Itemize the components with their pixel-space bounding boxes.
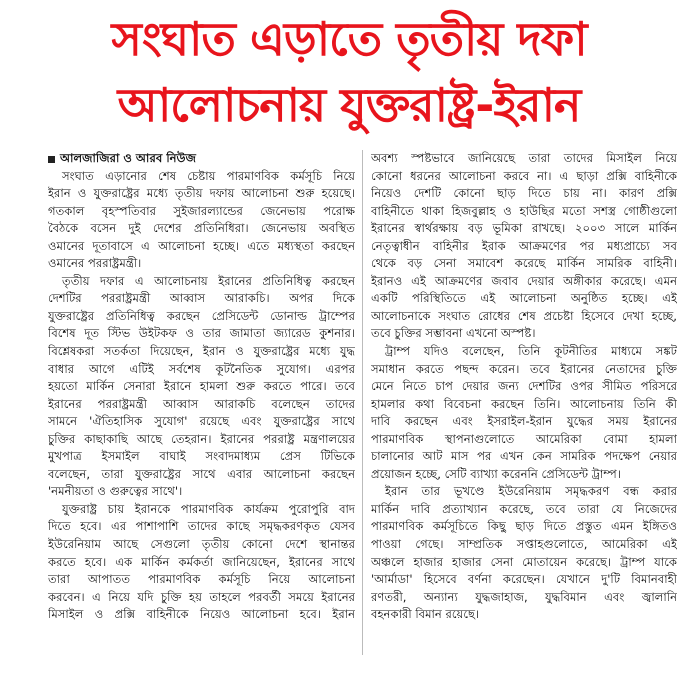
article-line: মেনে নিতে চাপ দেয়ার জন্য দেশটির ওপর সীমিত পরিসরে bbox=[371, 379, 677, 394]
article-line: হামলার কথা বিবেচনা করছেন তিনি। আলোচনায় তিনি কী bbox=[371, 396, 677, 411]
article-line: যুক্তরাষ্ট্রের প্রতিনিধিত্ব করছেন প্রেসিডেন্ট ডোনাল্ড ট্রাম্পের bbox=[48, 308, 355, 323]
article-line: 'নমনীয়তা ও গুরুত্বের সাথে'। bbox=[48, 484, 183, 499]
article-line: তারা আপাতত পারমাণবিক কর্মসূচি নিয়ে আলোচনা bbox=[48, 572, 355, 587]
article-column-right bbox=[371, 150, 677, 624]
article-line: বিশ্লেষকরা সতর্কতা দিয়েছেন, ইরান ও যুক্তরাষ্ট্রের মধ্যে যুদ্ধ bbox=[48, 344, 355, 359]
article-line: মার্কিন দাবি প্রত্যাখ্যান করেছে, তবে তারা যে নিজেদের bbox=[371, 501, 677, 516]
article-line: করতে হবে। এক মার্কিন কর্মকর্তা জানিয়েছেন, ইরানের সাথে bbox=[48, 554, 355, 569]
article-line: চালানোর আট মাস পর এখন কেন সামরিক পদক্ষেপ নেয়ার bbox=[371, 449, 677, 464]
headline-line-2: আলোচনায় যুক্তরাষ্ট্র-ইরান bbox=[117, 78, 581, 132]
article-line: নিয়েও দেশটি কোনো ছাড় দিতে চায় না। কারণ প্রক্সি bbox=[371, 186, 677, 201]
article-line: ইরানও এই আক্রমণের জবাব দেয়ার অঙ্গীকার করেছে। এমন bbox=[371, 273, 677, 288]
article-line: অবশ্য স্পষ্টভাবে জানিয়েছে তারা তাদের মিসাইল নিয়ে bbox=[371, 151, 677, 165]
article-line: ইরান তার ভূখণ্ডে ইউরেনিয়াম সমৃদ্ধকরণ বন্ধ করার bbox=[385, 484, 677, 499]
article-line: অঞ্চলে হাজার হাজার সেনা মোতায়েন করেছে। ট্রাম্প যাকে bbox=[371, 554, 677, 569]
article-line: সমাধান করতে পছন্দ করেন। তবে ইরানের নেতাদের চুক্তি bbox=[371, 361, 677, 376]
article-line: বাধার আগে এটিই সর্বশেষ কূটনৈতিক সুযোগ। এরপর bbox=[48, 361, 355, 376]
article-line: মিসাইল ও প্রক্সি বাহিনীকে নিয়েও আলোচনা হবে। ইরান bbox=[48, 607, 355, 622]
article-line: দিতে হবে। এর পাশাপাশি তাদের কাছে সমৃদ্ধকরণকৃত যেসব bbox=[48, 519, 355, 534]
article-line: করবেন। এ নিয়ে যদি চুক্তি হয় তাহলে পরবর্তী সময়ে ইরানের bbox=[48, 589, 355, 604]
article-line: চুক্তির কাছাকাছি আছে তেহরান। ইরানের পররাষ্ট্র মন্ত্রণালয়ের bbox=[48, 431, 355, 446]
article-line: ইরান ও যুক্তরাষ্ট্রের মধ্যে তৃতীয় দফায় আলোচনা শুরু হয়েছে। bbox=[48, 186, 355, 201]
article-line: বাহিনীতে থাকা হিজবুল্লাহ ও হাউছির মতো সশস্ত্র গোষ্ঠীগুলো bbox=[371, 203, 677, 218]
article-line: গতকাল বৃহস্পতিবার সুইজারল্যান্ডের জেনেভায় পরোক্ষ bbox=[48, 203, 355, 218]
article-line: তৃতীয় দফার এ আলোচনায় ইরানের প্রতিনিধিত্ব করছেন bbox=[62, 273, 355, 288]
article-line: 'আর্মাডা' হিসেবে বর্ণনা করেছেন। যেখানে দু'টি বিমানবাহী bbox=[371, 572, 677, 587]
article-line: ইরানের পররাষ্ট্রমন্ত্রী আব্বাস আরাকচি বলেছেন তাদের bbox=[48, 396, 355, 411]
headline-line-1: সংঘাত এড়াতে তৃতীয় দফা bbox=[111, 12, 587, 66]
article-line: সামনে 'ঐতিহাসিক সুযোগ' রয়েছে এবং যুক্তরাষ্ট্রের সাথে bbox=[48, 414, 355, 429]
article-line: তবে চুক্তির সম্ভাবনা এখনো অস্পষ্ট। bbox=[371, 326, 536, 341]
article-line: নেতৃত্বাধীন বাহিনীর ইরাক আক্রমণের পর মধ্যপ্রাচ্যে সব bbox=[371, 238, 677, 253]
article-line: দাবি করছেন এবং ইসরাইল-ইরান যুদ্ধের সময় ইরানের bbox=[371, 414, 677, 429]
article-line: থেকে বড় সেনা সমাবেশ করেছে মার্কিন সামরিক বাহিনী। bbox=[371, 256, 677, 271]
article-line: বিশেষ দূত স্টিভ উইটকফ ও তার জামাতা জ্যারেড কুশনার। bbox=[48, 326, 355, 341]
article-line: ইরানের স্বার্থরক্ষায় বড় ভূমিকা রাখছে। ২০০৩ সালে মার্কিন bbox=[371, 221, 677, 236]
article-line: পারমাণবিক স্থাপনাগুলোতে আমেরিকা বোমা হামলা bbox=[371, 431, 677, 446]
byline: আলজাজিরা ও আরব নিউজ bbox=[48, 150, 355, 168]
headline bbox=[8, 6, 690, 138]
article-line: হয়তো মার্কিন সেনারা ইরানে হামলা শুরু করতে পারে। তবে bbox=[48, 379, 355, 394]
article-line: মুখপাত্র ইসমাইল বাঘাই সংবাদমাধ্যম প্রেস টিভিকে bbox=[48, 449, 355, 464]
article-column-left bbox=[48, 150, 355, 624]
article-line: বৈঠকে বসেন দুই দেশের প্রতিনিধিরা। জেনেভায় অবস্থিত bbox=[48, 221, 355, 236]
article-line: আলোচনাকে সংঘাত রোধের শেষ প্রচেষ্টা হিসেবে দেখা হচ্ছে, bbox=[371, 308, 677, 323]
article-line: বলেছেন, তারা যুক্তরাষ্ট্রের সাথে এবার আলোচনা করছেন bbox=[48, 466, 355, 481]
article-line: দেশটির পররাষ্ট্রমন্ত্রী আব্বাস আরাকচি। অপর দিকে bbox=[48, 291, 355, 306]
article-line: রণতরী, অন্যান্য যুদ্ধজাহাজ, যুদ্ধবিমান এবং জ্বালানি bbox=[371, 589, 677, 604]
article-line: ওমানের পররাষ্ট্রমন্ত্রী। bbox=[48, 256, 142, 271]
article-line: সংঘাত এড়ানোর শেষ চেষ্টায় পারমাণবিক কর্মসূচি নিয়ে bbox=[62, 168, 355, 183]
article-line: পারমাণবিক কর্মসূচিতে কিছু ছাড় দিতে প্রস্তুত এমন ইঙ্গিতও bbox=[371, 519, 677, 534]
article-line: ট্রাম্প যদিও বলেছেন, তিনি কূটনীতির মাধ্যমে সঙ্কট bbox=[385, 344, 677, 359]
article-line: যুক্তরাষ্ট্র চায় ইরানকে পারমাণবিক কার্যক্রম পুরোপুরি বাদ bbox=[62, 501, 355, 516]
article-line: ওমানের দূতাবাসে এ আলোচনা হচ্ছে। এতে মধ্যস্থতা করছেন bbox=[48, 238, 355, 253]
article-line: কোনো ধরনের আলোচনা করবে না। এ ছাড়া প্রক্সি বাহিনীকে bbox=[371, 168, 677, 183]
article-line: একটি পরিস্থিতিতে এই আলোচনা অনুষ্ঠিত হচ্ছে। এই bbox=[371, 291, 677, 306]
column-divider bbox=[362, 150, 363, 655]
article-line: বহনকারী বিমান রয়েছে। bbox=[371, 607, 480, 622]
article-line: পাওয়া গেছে। সাম্প্রতিক সপ্তাহগুলোতে, আমেরিকা এই bbox=[371, 537, 677, 552]
article-line: ইউরেনিয়াম আছে সেগুলো তৃতীয় কোনো দেশে স্থানান্তর bbox=[48, 537, 355, 552]
article-line: প্রয়োজন হচ্ছে, সেটি ব্যাখ্যা করেননি প্রেসিডেন্ট ট্রাম্প। bbox=[371, 466, 621, 481]
